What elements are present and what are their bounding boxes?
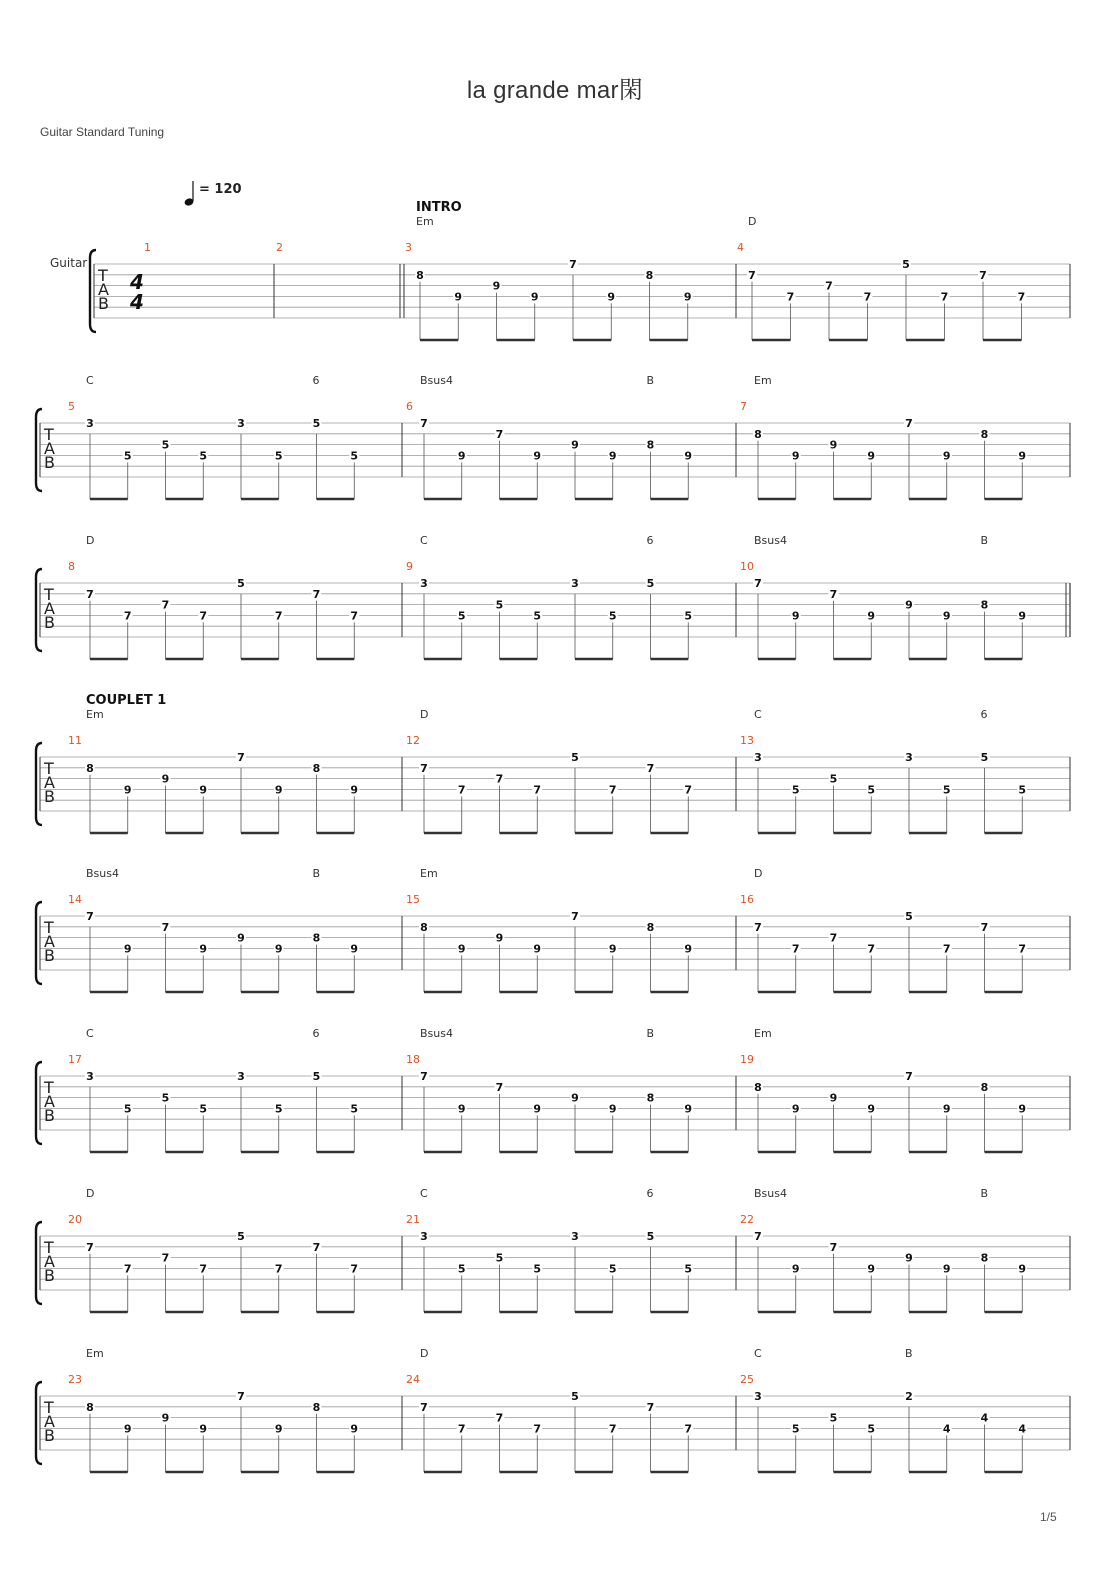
fret-number: 5 bbox=[980, 751, 989, 764]
fret-number: 8 bbox=[980, 1251, 989, 1265]
chord-name: C bbox=[86, 1027, 94, 1040]
chord-name: B bbox=[646, 1027, 655, 1040]
fret-number: 7 bbox=[754, 1230, 762, 1243]
fret-number: 9 bbox=[350, 1422, 359, 1436]
fret-number: 7 bbox=[350, 609, 359, 623]
fret-number: 5 bbox=[457, 609, 466, 623]
fret-number: 2 bbox=[905, 1390, 913, 1403]
fret-number: 8 bbox=[312, 1400, 321, 1414]
fret-number: 7 bbox=[86, 910, 94, 923]
fret-number: 9 bbox=[684, 449, 693, 463]
bar-number: 2 bbox=[276, 241, 283, 254]
bar-number: 4 bbox=[737, 241, 744, 254]
fret-number: 9 bbox=[571, 1091, 579, 1105]
tab-clef-letter: A bbox=[44, 599, 55, 618]
system-bracket bbox=[36, 902, 42, 984]
fret-number: 5 bbox=[199, 449, 208, 463]
time-signature-digit: 4 bbox=[130, 290, 144, 314]
fret-number: 3 bbox=[571, 1230, 579, 1243]
fret-number: 7 bbox=[420, 1070, 428, 1083]
fret-number: 3 bbox=[237, 417, 245, 430]
fret-number: 9 bbox=[791, 449, 800, 463]
fret-number: 9 bbox=[867, 1102, 876, 1116]
time-signature-digit: 4 bbox=[130, 270, 144, 294]
fret-number: 9 bbox=[123, 1422, 132, 1436]
tempo-marking: = 120 bbox=[199, 182, 242, 197]
fret-number: 5 bbox=[274, 1102, 283, 1116]
section-label: INTRO bbox=[416, 200, 462, 215]
fret-number: 9 bbox=[942, 1102, 951, 1116]
fret-number: 9 bbox=[829, 1091, 838, 1105]
page-number: 1/5 bbox=[1040, 1510, 1057, 1524]
fret-number: 5 bbox=[571, 1390, 579, 1403]
fret-number: 5 bbox=[161, 438, 170, 452]
bar-number: 6 bbox=[406, 400, 413, 413]
fret-number: 9 bbox=[350, 783, 359, 797]
bar-number: 3 bbox=[405, 241, 412, 254]
fret-number: 9 bbox=[530, 290, 539, 304]
fret-number: 7 bbox=[495, 1080, 504, 1094]
bar-number: 8 bbox=[68, 560, 75, 573]
tuning-label: Guitar Standard Tuning bbox=[40, 125, 165, 139]
fret-number: 7 bbox=[199, 1262, 208, 1276]
fret-number: 9 bbox=[495, 931, 504, 945]
tab-clef-letter: T bbox=[44, 1398, 54, 1417]
fret-number: 5 bbox=[495, 598, 504, 612]
fret-number: 7 bbox=[199, 609, 208, 623]
fret-number: 3 bbox=[754, 751, 762, 764]
chord-name: Em bbox=[754, 374, 772, 387]
fret-number: 9 bbox=[457, 942, 466, 956]
chord-name: Bsus4 bbox=[420, 374, 453, 387]
bar-number: 21 bbox=[406, 1213, 420, 1226]
chord-name: Bsus4 bbox=[86, 867, 119, 880]
fret-number: 3 bbox=[420, 1230, 428, 1243]
fret-number: 7 bbox=[161, 920, 170, 934]
fret-number: 7 bbox=[571, 910, 579, 923]
bar-number: 12 bbox=[406, 734, 420, 747]
tab-clef-letter: T bbox=[98, 266, 108, 285]
fret-number: 9 bbox=[457, 1102, 466, 1116]
fret-number: 8 bbox=[754, 1080, 762, 1094]
fret-number: 7 bbox=[420, 1400, 428, 1414]
fret-number: 7 bbox=[646, 1400, 655, 1414]
fret-number: 7 bbox=[791, 942, 800, 956]
fret-number: 5 bbox=[123, 449, 132, 463]
fret-number: 7 bbox=[161, 598, 170, 612]
fret-number: 8 bbox=[312, 761, 321, 775]
chord-name: C bbox=[754, 708, 762, 721]
fret-number: 9 bbox=[608, 942, 617, 956]
fret-number: 7 bbox=[569, 258, 577, 271]
fret-number: 9 bbox=[942, 609, 951, 623]
fret-number: 9 bbox=[274, 783, 283, 797]
chord-name: Bsus4 bbox=[420, 1027, 453, 1040]
fret-number: 9 bbox=[454, 290, 463, 304]
fret-number: 5 bbox=[942, 783, 951, 797]
fret-number: 7 bbox=[123, 609, 132, 623]
fret-number: 4 bbox=[1018, 1422, 1027, 1436]
chord-name: B bbox=[646, 374, 655, 387]
fret-number: 5 bbox=[646, 1230, 655, 1243]
tab-clef-letter: A bbox=[44, 1252, 55, 1271]
fret-number: 9 bbox=[607, 290, 616, 304]
fret-number: 5 bbox=[312, 1070, 321, 1083]
bar-number: 9 bbox=[406, 560, 413, 573]
fret-number: 9 bbox=[1018, 1262, 1027, 1276]
fret-number: 5 bbox=[829, 1411, 838, 1425]
fret-number: 5 bbox=[867, 783, 876, 797]
fret-number: 9 bbox=[533, 1102, 542, 1116]
fret-number: 5 bbox=[457, 1262, 466, 1276]
fret-number: 8 bbox=[980, 427, 989, 441]
fret-number: 5 bbox=[571, 751, 579, 764]
chord-name: B bbox=[980, 534, 989, 547]
fret-number: 7 bbox=[495, 772, 504, 786]
bar-number: 18 bbox=[406, 1053, 420, 1066]
chord-name: D bbox=[86, 1187, 95, 1200]
fret-number: 7 bbox=[495, 1411, 504, 1425]
fret-number: 5 bbox=[199, 1102, 208, 1116]
fret-number: 9 bbox=[791, 609, 800, 623]
chord-name: Em bbox=[86, 708, 104, 721]
system-bracket bbox=[36, 743, 42, 825]
fret-number: 9 bbox=[905, 598, 913, 612]
tab-clef-letter: B bbox=[44, 1426, 55, 1445]
fret-number: 5 bbox=[905, 910, 913, 923]
fret-number: 5 bbox=[495, 1251, 504, 1265]
chord-name: B bbox=[980, 1187, 989, 1200]
bar-number: 15 bbox=[406, 893, 420, 906]
fret-number: 3 bbox=[86, 1070, 94, 1083]
chord-name: 6 bbox=[312, 374, 320, 387]
fret-number: 8 bbox=[86, 1400, 94, 1414]
chord-name: Em bbox=[86, 1347, 104, 1360]
fret-number: 3 bbox=[905, 751, 913, 764]
fret-number: 9 bbox=[684, 942, 693, 956]
fret-number: 8 bbox=[645, 268, 654, 282]
fret-number: 8 bbox=[980, 598, 989, 612]
fret-number: 9 bbox=[492, 279, 501, 293]
fret-number: 8 bbox=[86, 761, 94, 775]
tab-clef-letter: T bbox=[44, 918, 54, 937]
chord-name: D bbox=[748, 215, 757, 228]
fret-number: 5 bbox=[237, 577, 245, 590]
chord-name: D bbox=[420, 708, 429, 721]
tab-clef-letter: B bbox=[44, 1106, 55, 1125]
fret-number: 5 bbox=[161, 1091, 170, 1105]
fret-number: 9 bbox=[829, 438, 838, 452]
fret-number: 7 bbox=[161, 1251, 170, 1265]
fret-number: 7 bbox=[86, 587, 94, 601]
bar-number: 25 bbox=[740, 1373, 754, 1386]
fret-number: 7 bbox=[312, 587, 321, 601]
fret-number: 7 bbox=[940, 290, 949, 304]
tab-clef-letter: A bbox=[44, 932, 55, 951]
chord-name: 6 bbox=[646, 534, 654, 547]
bar-number: 24 bbox=[406, 1373, 420, 1386]
fret-number: 5 bbox=[829, 772, 838, 786]
tab-clef-letter: T bbox=[44, 585, 54, 604]
fret-number: 3 bbox=[754, 1390, 762, 1403]
fret-number: 7 bbox=[608, 1422, 617, 1436]
fret-number: 9 bbox=[905, 1251, 913, 1265]
fret-number: 9 bbox=[1018, 609, 1027, 623]
fret-number: 7 bbox=[533, 783, 542, 797]
bar-number: 13 bbox=[740, 734, 754, 747]
fret-number: 8 bbox=[312, 931, 321, 945]
fret-number: 3 bbox=[571, 577, 579, 590]
tab-clef-letter: A bbox=[98, 280, 109, 299]
fret-number: 7 bbox=[754, 920, 762, 934]
fret-number: 5 bbox=[646, 577, 655, 590]
system-bracket bbox=[36, 1062, 42, 1144]
fret-number: 8 bbox=[416, 268, 424, 282]
fret-number: 7 bbox=[457, 783, 466, 797]
fret-number: 7 bbox=[274, 609, 283, 623]
bar-number: 10 bbox=[740, 560, 754, 573]
tab-clef-letter: T bbox=[44, 1078, 54, 1097]
chord-name: Bsus4 bbox=[754, 1187, 787, 1200]
fret-number: 9 bbox=[1018, 1102, 1027, 1116]
fret-number: 7 bbox=[350, 1262, 359, 1276]
bar-number: 22 bbox=[740, 1213, 754, 1226]
fret-number: 7 bbox=[1018, 942, 1027, 956]
fret-number: 5 bbox=[350, 1102, 359, 1116]
fret-number: 9 bbox=[867, 449, 876, 463]
fret-number: 7 bbox=[867, 942, 876, 956]
fret-number: 8 bbox=[646, 1091, 655, 1105]
system-bracket bbox=[36, 569, 42, 651]
chord-name: B bbox=[905, 1347, 913, 1360]
fret-number: 7 bbox=[684, 783, 693, 797]
fret-number: 9 bbox=[942, 449, 951, 463]
chord-name: C bbox=[420, 534, 428, 547]
fret-number: 3 bbox=[237, 1070, 245, 1083]
bar-number: 1 bbox=[144, 241, 151, 254]
system-bracket bbox=[36, 1382, 42, 1464]
fret-number: 9 bbox=[684, 1102, 693, 1116]
fret-number: 7 bbox=[237, 751, 245, 764]
fret-number: 9 bbox=[791, 1262, 800, 1276]
fret-number: 9 bbox=[350, 942, 359, 956]
fret-number: 5 bbox=[533, 609, 542, 623]
fret-number: 9 bbox=[457, 449, 466, 463]
fret-number: 5 bbox=[533, 1262, 542, 1276]
fret-number: 7 bbox=[123, 1262, 132, 1276]
fret-number: 9 bbox=[942, 1262, 951, 1276]
fret-number: 7 bbox=[980, 920, 989, 934]
fret-number: 9 bbox=[1018, 449, 1027, 463]
bar-number: 17 bbox=[68, 1053, 82, 1066]
fret-number: 9 bbox=[608, 449, 617, 463]
fret-number: 7 bbox=[786, 290, 795, 304]
chord-name: C bbox=[86, 374, 94, 387]
fret-number: 7 bbox=[608, 783, 617, 797]
fret-number: 5 bbox=[350, 449, 359, 463]
fret-number: 5 bbox=[902, 258, 910, 271]
tab-clef-letter: A bbox=[44, 439, 55, 458]
fret-number: 9 bbox=[533, 942, 542, 956]
fret-number: 7 bbox=[646, 761, 655, 775]
chord-name: D bbox=[420, 1347, 429, 1360]
instrument-label: Guitar bbox=[50, 256, 88, 270]
bar-number: 23 bbox=[68, 1373, 82, 1386]
fret-number: 9 bbox=[867, 609, 876, 623]
fret-number: 4 bbox=[980, 1411, 989, 1425]
tab-clef-letter: A bbox=[44, 773, 55, 792]
fret-number: 5 bbox=[684, 1262, 693, 1276]
fret-number: 5 bbox=[608, 609, 617, 623]
fret-number: 9 bbox=[571, 438, 579, 452]
fret-number: 7 bbox=[829, 931, 838, 945]
fret-number: 5 bbox=[123, 1102, 132, 1116]
tab-clef-letter: B bbox=[44, 946, 55, 965]
chord-name: B bbox=[312, 867, 321, 880]
tab-clef-letter: B bbox=[44, 613, 55, 632]
chord-name: Bsus4 bbox=[754, 534, 787, 547]
fret-number: 9 bbox=[199, 1422, 208, 1436]
fret-number: 9 bbox=[199, 942, 208, 956]
fret-number: 7 bbox=[825, 279, 833, 293]
chord-name: D bbox=[86, 534, 95, 547]
bar-number: 20 bbox=[68, 1213, 82, 1226]
chord-name: D bbox=[754, 867, 763, 880]
fret-number: 8 bbox=[646, 438, 655, 452]
tab-clef-letter: B bbox=[44, 1266, 55, 1285]
fret-number: 9 bbox=[533, 449, 542, 463]
tab-clef-letter: A bbox=[44, 1412, 55, 1431]
fret-number: 5 bbox=[791, 783, 800, 797]
fret-number: 5 bbox=[867, 1422, 876, 1436]
fret-number: 8 bbox=[980, 1080, 989, 1094]
fret-number: 9 bbox=[237, 931, 245, 945]
system-bracket bbox=[36, 1222, 42, 1304]
fret-number: 5 bbox=[274, 449, 283, 463]
fret-number: 7 bbox=[86, 1240, 94, 1254]
fret-number: 7 bbox=[457, 1422, 466, 1436]
chord-name: Em bbox=[420, 867, 438, 880]
fret-number: 7 bbox=[829, 587, 838, 601]
fret-number: 7 bbox=[748, 268, 756, 282]
bar-number: 14 bbox=[68, 893, 82, 906]
chord-name: 6 bbox=[980, 708, 988, 721]
fret-number: 7 bbox=[829, 1240, 838, 1254]
chord-name: 6 bbox=[646, 1187, 654, 1200]
fret-number: 7 bbox=[312, 1240, 321, 1254]
bar-number: 19 bbox=[740, 1053, 754, 1066]
fret-number: 5 bbox=[791, 1422, 800, 1436]
section-label: COUPLET 1 bbox=[86, 693, 167, 708]
chord-name: C bbox=[420, 1187, 428, 1200]
tab-clef-letter: T bbox=[44, 425, 54, 444]
fret-number: 9 bbox=[161, 1411, 170, 1425]
system-bracket bbox=[90, 250, 96, 332]
fret-number: 9 bbox=[274, 1422, 283, 1436]
fret-number: 7 bbox=[942, 942, 951, 956]
fret-number: 7 bbox=[905, 417, 913, 430]
bar-number: 11 bbox=[68, 734, 82, 747]
fret-number: 9 bbox=[683, 290, 692, 304]
fret-number: 9 bbox=[123, 783, 132, 797]
fret-number: 5 bbox=[684, 609, 693, 623]
bar-number: 7 bbox=[740, 400, 747, 413]
bar-number: 5 bbox=[68, 400, 75, 413]
fret-number: 3 bbox=[86, 417, 94, 430]
fret-number: 9 bbox=[608, 1102, 617, 1116]
fret-number: 7 bbox=[905, 1070, 913, 1083]
chord-name: 6 bbox=[312, 1027, 320, 1040]
tab-clef-letter: T bbox=[44, 759, 54, 778]
fret-number: 9 bbox=[161, 772, 170, 786]
fret-number: 9 bbox=[199, 783, 208, 797]
fret-number: 8 bbox=[420, 920, 428, 934]
fret-number: 5 bbox=[312, 417, 321, 430]
fret-number: 5 bbox=[237, 1230, 245, 1243]
fret-number: 4 bbox=[942, 1422, 951, 1436]
fret-number: 7 bbox=[420, 417, 428, 430]
fret-number: 7 bbox=[1017, 290, 1026, 304]
fret-number: 7 bbox=[754, 577, 762, 590]
chord-name: Em bbox=[416, 215, 434, 228]
tab-clef-letter: B bbox=[44, 787, 55, 806]
fret-number: 8 bbox=[754, 427, 762, 441]
fret-number: 9 bbox=[791, 1102, 800, 1116]
fret-number: 8 bbox=[646, 920, 655, 934]
fret-number: 5 bbox=[608, 1262, 617, 1276]
fret-number: 9 bbox=[123, 942, 132, 956]
fret-number: 7 bbox=[237, 1390, 245, 1403]
fret-number: 3 bbox=[420, 577, 428, 590]
score-title: la grande mar閑 bbox=[466, 77, 644, 104]
tab-clef-letter: B bbox=[98, 294, 109, 313]
tab-clef-letter: A bbox=[44, 1092, 55, 1111]
fret-number: 7 bbox=[420, 761, 428, 775]
tab-clef-letter: B bbox=[44, 453, 55, 472]
fret-number: 7 bbox=[533, 1422, 542, 1436]
fret-number: 5 bbox=[1018, 783, 1027, 797]
fret-number: 7 bbox=[863, 290, 872, 304]
system-bracket bbox=[36, 409, 42, 491]
fret-number: 9 bbox=[274, 942, 283, 956]
chord-name: Em bbox=[754, 1027, 772, 1040]
fret-number: 7 bbox=[274, 1262, 283, 1276]
fret-number: 7 bbox=[495, 427, 504, 441]
fret-number: 7 bbox=[979, 268, 987, 282]
tab-clef-letter: T bbox=[44, 1238, 54, 1257]
chord-name: C bbox=[754, 1347, 762, 1360]
fret-number: 9 bbox=[867, 1262, 876, 1276]
bar-number: 16 bbox=[740, 893, 754, 906]
fret-number: 7 bbox=[684, 1422, 693, 1436]
